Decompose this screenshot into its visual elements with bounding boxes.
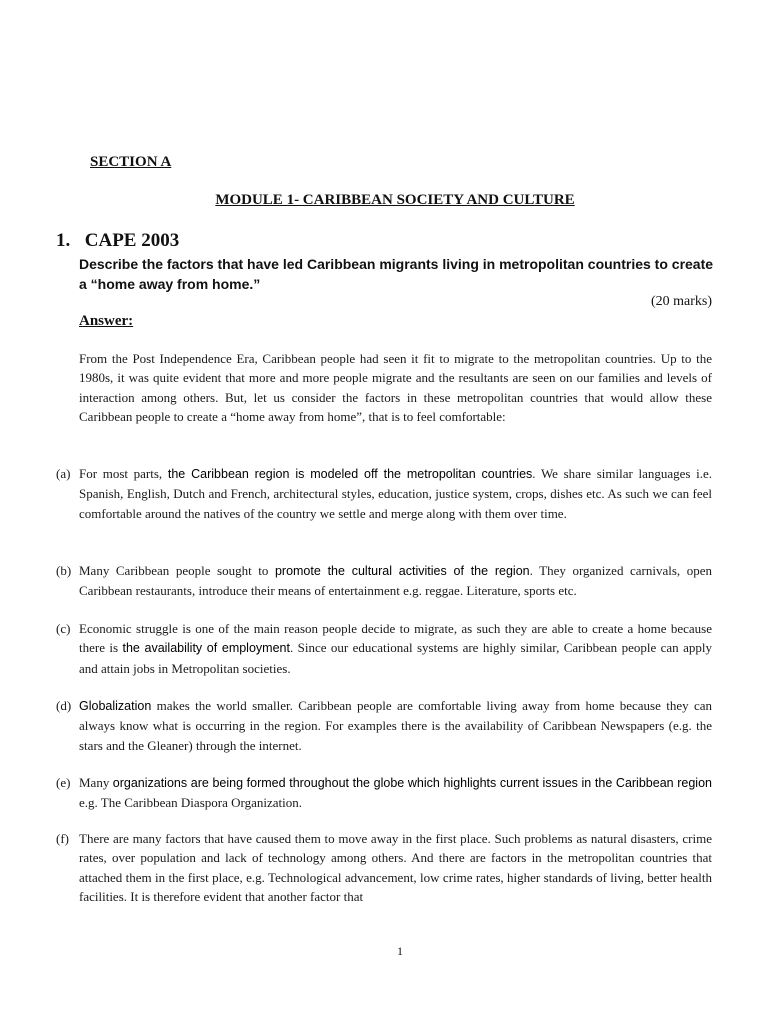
list-item <box>56 561 712 601</box>
item-text-before: Many Caribbean people sought to <box>79 563 275 578</box>
section-title: SECTION A <box>90 154 172 170</box>
list-item <box>56 619 712 678</box>
item-text-before: There are many factors that have caused them to move away in the first place. Such problems as natural disasters, crime rates, over population and lack of technology among others. And there are factors in the metropolitan countries that attached them in the first place, e.g. Technological advancement, low crime rates, higher standards of living, better health facilities. It is therefore evident that another factor that <box>79 831 712 905</box>
question-text: Describe the factors that have led Caribbean migrants living in metropolitan countries to create a “home away from home.” <box>79 256 714 292</box>
item-text <box>79 773 712 813</box>
item-text <box>79 464 712 523</box>
item-label: (d) <box>56 698 72 713</box>
item-text-after: makes the world smaller. Caribbean people are comfortable living away from home because they can always know what is occurring in the region. For examples there is the availability of Caribbean Newspapers (e.g. the stars and the Gleaner) through the internet. <box>79 698 712 753</box>
item-text-after: . We share similar languages i.e. Spanish, English, Dutch and French, architectural styles, education, justice system, crops, dishes etc. As such we can feel comfortable around the natives of the country we settle and merge along with them over time. <box>79 466 712 521</box>
list-item <box>56 464 712 523</box>
module-title: MODULE 1- CARIBBEAN SOCIETY AND CULTURE <box>215 192 575 208</box>
item-highlight: the Caribbean region is modeled off the metropolitan countries <box>167 467 533 481</box>
question-number: 1. <box>56 230 71 251</box>
item-highlight: promote the cultural activities of the region <box>274 564 530 578</box>
list-item <box>56 696 712 755</box>
answer-heading: Answer: <box>79 313 134 329</box>
item-label: (c) <box>56 621 71 636</box>
item-label: (e) <box>56 775 71 790</box>
item-text-before: For most parts, <box>79 466 168 481</box>
item-text <box>79 829 712 908</box>
item-text-after: . Since our educational systems are highly similar, Caribbean people can apply and attain jobs in Metropolitan societies. <box>79 640 712 676</box>
item-text-before: Economic struggle is one of the main reason people decide to migrate, as such they are able to create a home because there is <box>79 621 712 656</box>
item-text-after: e.g. The Caribbean Diaspora Organization. <box>79 795 302 811</box>
item-label: (a) <box>56 466 71 481</box>
item-text-after: . They organized carnivals, open Caribbean restaurants, introduce their means of entertainment e.g. reggae. Literature, sports etc. <box>79 563 712 599</box>
item-text <box>79 561 712 601</box>
list-item <box>56 773 712 813</box>
question-title: CAPE 2003 <box>84 230 180 251</box>
item-label: (b) <box>56 563 72 578</box>
question-heading <box>56 230 179 252</box>
item-label: (f) <box>56 831 69 846</box>
list-item <box>56 829 712 908</box>
question-marks: (20 marks) <box>650 294 712 309</box>
item-text-before: Many <box>79 775 113 790</box>
item-text <box>79 619 712 678</box>
item-text <box>79 696 712 755</box>
intro-paragraph: From the Post Independence Era, Caribbean people had seen it fit to migrate to the metropolitan countries. Up to the 1980s, it was quite evident that more and more people migrate and the resultants are seen on our families and levels of interaction among others. But, let us consider the factors in these metropolitan countries that would allow these Caribbean people to create a “home away from home”, that is to feel comfortable: <box>79 351 712 425</box>
page-number: 1 <box>397 944 403 958</box>
item-highlight: organizations are being formed throughout the globe which highlights current issues in the Caribbean region <box>112 776 712 790</box>
item-highlight: Globalization <box>79 699 152 713</box>
item-highlight: the availability of employment <box>122 641 290 656</box>
